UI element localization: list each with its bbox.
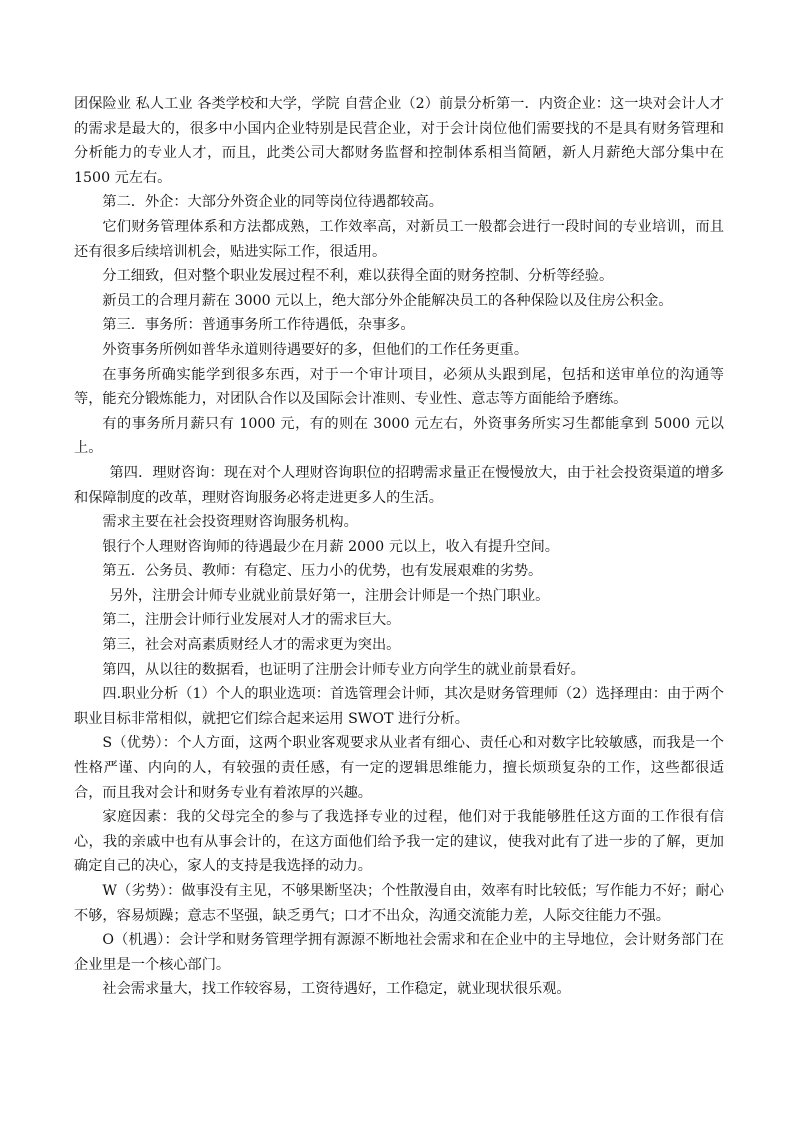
- paragraph-consulting-demand: 需求主要在社会投资理财咨询服务机构。: [102, 514, 358, 531]
- paragraph-swot-strengths: S（优势）：个人方面，这两个职业客观要求从业者有细心、责任心和对数字比较敏感，而我是一个性格严谨、内向的人，有较强的责任感，有一定的逻辑思维能力，擅长烦琐复杂的工作，这些都很适合，而且我对会计和财务专业有着浓厚的兴趣。: [74, 735, 724, 801]
- paragraph-high-quality-talent: 第三，社会对高素质财经人才的需求更为突出。: [102, 637, 401, 654]
- document-page: [74, 92, 724, 1002]
- paragraph-foreign-enterprise: 第二．外企：大部分外资企业的同等岗位待遇都较高。: [102, 194, 443, 211]
- paragraph-bank-consultant-salary: 银行个人理财咨询师的待遇最少在月薪 2000 元以上，收入有提升空间。: [102, 538, 559, 555]
- paragraph-foreign-training: 它们财务管理体系和方法都成熟，工作效率高，对新员工一般都会进行一段时间的专业培训，而且还有很多后续培训机会，贴进实际工作，很适用。: [74, 218, 724, 260]
- paragraph-foreign-salary: 新员工的合理月薪在 3000 元以上，绝大部分外企能解决员工的各种保险以及住房公积金。: [102, 292, 673, 309]
- paragraph-cpa-data: 第四，从以往的数据看，也证明了注册会计师专业方向学生的就业前景看好。: [102, 661, 585, 678]
- paragraph-swot-opportunities: O（机遇）：会计学和财务管理学拥有源源不断地社会需求和在企业中的主导地位，会计财务部门在企业里是一个核心部门。: [74, 932, 724, 973]
- paragraph-cpa-hot-career: 另外，注册会计师专业就业前景好第一，注册会计师是一个热门职业。: [109, 587, 550, 604]
- paragraph-career-analysis: 四.职业分析（1）个人的职业选项：首选管理会计师，其次是财务管理师（2）选择理由：由于两个职业目标非常相似，就把它们综合起来运用 SWOT 进行分析。: [74, 686, 724, 727]
- paragraph-firm: 第三．事务所：普通事务所工作待遇低，杂事多。: [102, 317, 415, 334]
- paragraph-career-prospects-domestic: 团保险业 私人工业 各类学校和大学，学院 自营企业（2）前景分析第一．内资企业：这一块对会计人才的需求是最大的，很多中小国内企业特别是民营企业，对于会计岗位他们需要找的不是具有财务管理和分析能力的专业人才，而且，此类公司大都财务监督和控制体系相当简陋，新人月薪绝大部分集中在 1500 元左右。: [74, 96, 724, 186]
- paragraph-cpa-demand: 第二，注册会计师行业发展对人才的需求巨大。: [102, 612, 401, 629]
- paragraph-foreign-firm: 外资事务所例如普华永道则待遇要好的多，但他们的工作任务更重。: [102, 341, 529, 358]
- paragraph-financial-consulting: 第四．理财咨询：现在对个人理财咨询职位的招聘需求量正在慢慢放大，由于社会投资渠道的增多和保障制度的改革，理财咨询服务必将走进更多人的生活。: [74, 464, 724, 506]
- paragraph-firm-salary: 有的事务所月薪只有 1000 元，有的则在 3000 元左右，外资事务所实习生都能拿到 5000 元以上。: [74, 415, 724, 457]
- paragraph-swot-weaknesses: W（劣势）：做事没有主见，不够果断坚决；个性散漫自由，效率有时比较低；写作能力不好；耐心不够，容易烦躁；意志不坚强，缺乏勇气；口才不出众，沟通交流能力差，人际交往能力不强。: [74, 883, 724, 924]
- paragraph-family-factors: 家庭因素：我的父母完全的参与了我选择专业的过程，他们对于我能够胜任这方面的工作很有信心，我的亲戚中也有从事会计的，在这方面他们给予我一定的建议，使我对此有了进一步的了解，更加确定自己的决心，家人的支持是我选择的动力。: [74, 809, 724, 875]
- paragraph-division-of-labor: 分工细致，但对整个职业发展过程不利，难以获得全面的财务控制、分析等经验。: [102, 268, 614, 285]
- paragraph-civil-servant-teacher: 第五．公务员、教师：有稳定、压力小的优势，也有发展艰难的劣势。: [102, 563, 543, 580]
- paragraph-firm-learning: 在事务所确实能学到很多东西，对于一个审计项目，必须从头跟到尾，包括和送审单位的沟通等等，能充分锻炼能力，对团队合作以及国际会计准则、专业性、意志等方面能给予磨练。: [74, 366, 724, 408]
- paragraph-social-demand: 社会需求量大，找工作较容易，工资待遇好，工作稳定，就业现状很乐观。: [102, 981, 571, 998]
